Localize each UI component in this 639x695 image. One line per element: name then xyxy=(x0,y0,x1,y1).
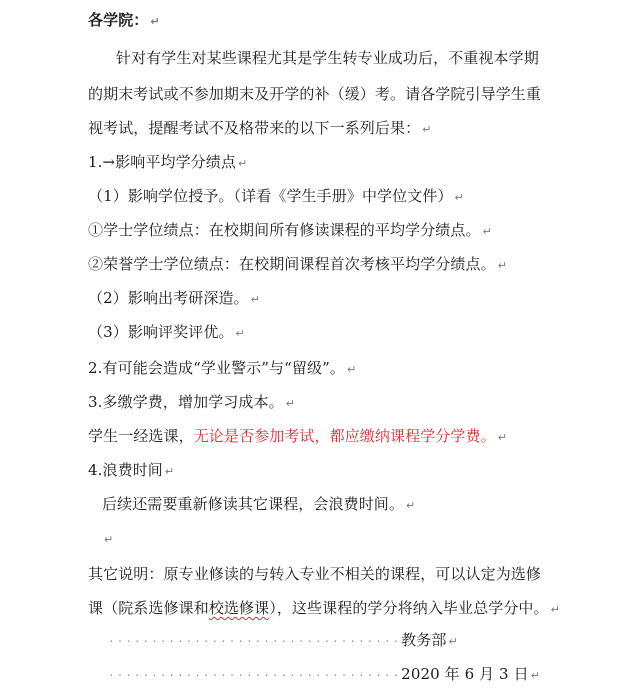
intro-text-1: 针对有学生对某些课程尤其是学生转专业成功后，不重视本学期 xyxy=(116,49,539,67)
section-4-body-text: 后续还需要重新修读其它课程，会浪费时间。 xyxy=(102,495,405,513)
other-note-line-2 xyxy=(88,598,560,620)
paragraph-mark-icon: ↵ xyxy=(104,533,114,546)
paragraph-mark-icon: ↵ xyxy=(406,499,416,512)
item-1-1-text: （1）影响学位授予。（详看《学生手册》中学位文件） xyxy=(88,187,453,205)
other-note-line-1 xyxy=(88,564,541,584)
signature-date-text: 2020 年 6 月 3 日 xyxy=(401,665,529,683)
paragraph-mark-icon: ↵ xyxy=(497,259,508,272)
signature-date xyxy=(108,664,540,686)
item-1-2 xyxy=(88,288,260,310)
section-3-note-highlight: 无论是否参加考试，都应缴纳课程学分学费。 xyxy=(193,427,496,445)
section-4-body xyxy=(102,494,415,516)
intro-line-2 xyxy=(88,84,541,104)
intro-line-1 xyxy=(116,48,539,68)
item-1-2-text: （2）影响出考研深造。 xyxy=(88,289,249,307)
leader-dots: ·································· xyxy=(108,669,402,682)
section-1-text: 1.→影响平均学分绩点 xyxy=(88,153,236,171)
item-1-3 xyxy=(88,322,245,344)
section-2-text: 2.有可能会造成“学业警示”与“留级”。 xyxy=(88,359,345,377)
paragraph-mark-icon: ↵ xyxy=(150,15,160,28)
section-4-text: 4.浪费时间 xyxy=(88,461,163,479)
paragraph-mark-icon: ↵ xyxy=(454,191,464,204)
section-2 xyxy=(88,358,356,380)
paragraph-mark-icon: ↵ xyxy=(250,293,260,306)
item-1-1-b-text: ②荣誉学士学位绩点：在校期间课程首次考核平均学分绩点。 xyxy=(88,255,496,273)
leader-dots: ·································· xyxy=(108,635,402,648)
paragraph-mark-icon: ↵ xyxy=(448,635,458,648)
paragraph-mark-icon: ↵ xyxy=(422,123,432,136)
paragraph-mark-icon: ↵ xyxy=(235,327,245,340)
intro-text-3: 视考试，提醒考试不及格带来的以下一系列后果： xyxy=(88,119,421,137)
other-note-text-2a: 课（院系选修课和 xyxy=(88,599,209,617)
item-1-1 xyxy=(88,186,464,208)
paragraph-mark-icon: ↵ xyxy=(164,465,175,478)
heading xyxy=(88,10,160,32)
paragraph-mark-icon: ↵ xyxy=(237,157,248,170)
paragraph-mark-icon: ↵ xyxy=(550,603,560,616)
heading-text: 各学院： xyxy=(88,11,149,29)
item-1-1-a xyxy=(88,220,492,242)
paragraph-mark-icon: ↵ xyxy=(285,397,296,410)
section-3-text: 3.多缴学费，增加学习成本。 xyxy=(88,393,284,411)
paragraph-mark-icon: ↵ xyxy=(482,225,492,238)
signature-dept xyxy=(108,630,458,652)
other-note-text-1: 其它说明：原专业修读的与转入专业不相关的课程，可以认定为选修 xyxy=(88,565,542,583)
section-3 xyxy=(88,392,295,414)
paragraph-mark-icon: ↵ xyxy=(530,669,541,682)
paragraph-mark-icon: ↵ xyxy=(347,363,357,376)
item-1-3-text: （3）影响评奖评优。 xyxy=(88,323,234,341)
section-3-note xyxy=(88,426,507,448)
paragraph-mark-icon: ↵ xyxy=(497,431,508,444)
intro-line-3 xyxy=(88,118,432,140)
item-1-1-a-text: ①学士学位绩点：在校期间所有修读课程的平均学分绩点。 xyxy=(88,221,481,239)
spellcheck-flagged-text: 校选修课 xyxy=(208,599,270,617)
other-note-text-2c: ），这些课程的学分将纳入毕业总学分中。 xyxy=(269,599,549,617)
signature-dept-text: 教务部 xyxy=(401,631,447,649)
item-1-1-b xyxy=(88,254,507,276)
section-3-note-prefix: 学生一经选课， xyxy=(88,427,194,445)
empty-paragraph xyxy=(102,528,113,550)
section-4-title xyxy=(88,460,174,482)
intro-text-2: 的期末考试或不参加期末及开学的补（缓）考。请各学院引导学生重 xyxy=(88,85,542,103)
section-1-title xyxy=(88,152,247,174)
